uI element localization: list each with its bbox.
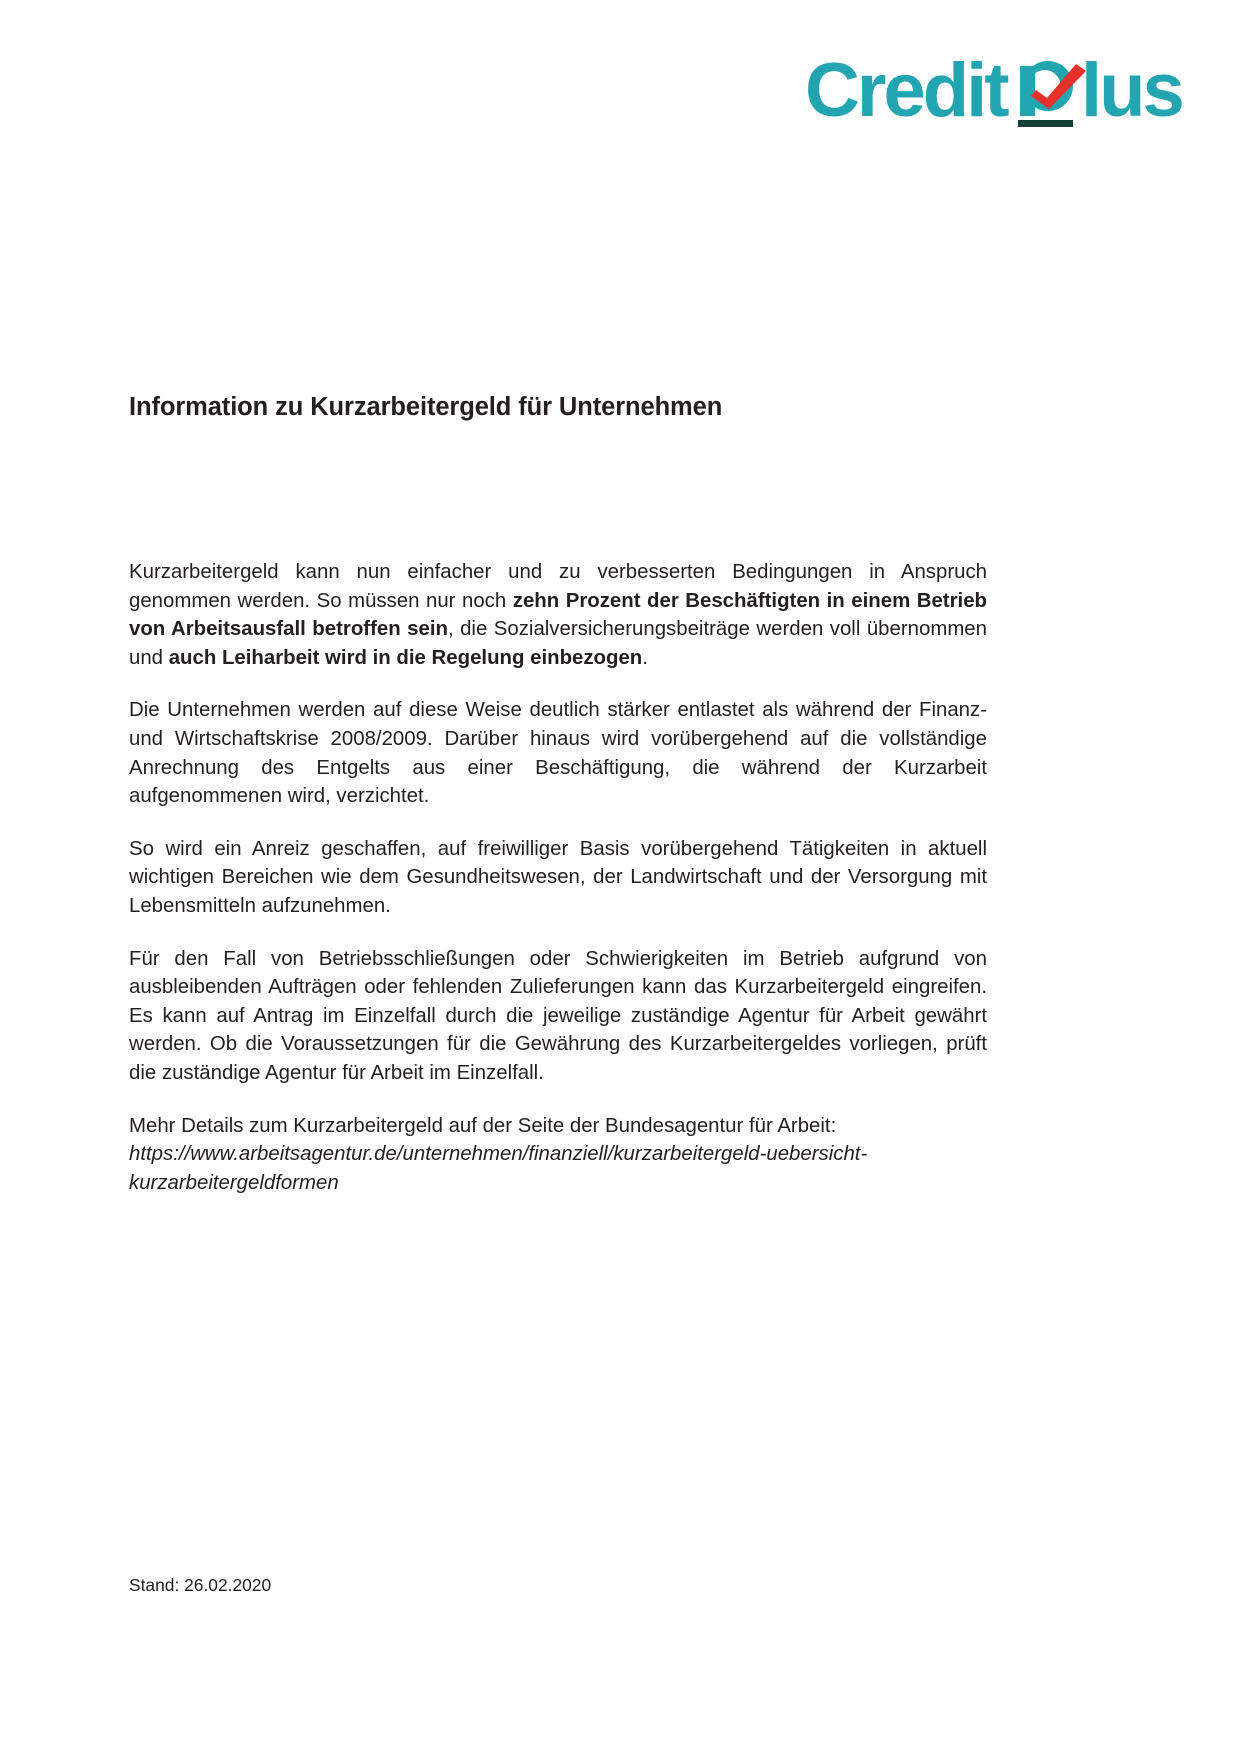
creditplus-logo-mark (805, 46, 1185, 138)
document-body (129, 558, 987, 1197)
paragraph-5-text: Mehr Details zum Kurzarbeitergeld auf der Seite der Bundesagentur für Arbeit: (129, 1114, 837, 1137)
text-run-0: So wird ein Anreiz geschaffen, auf freiwilliger Basis vorübergehend Tätigkeiten in aktuell wichtigen Bereichen wie dem Gesundheitswesen, der Landwirtschaft und der Versorgung mit Lebensmitteln aufzunehmen. (129, 837, 987, 917)
paragraph-3 (129, 835, 987, 921)
paragraph-4 (129, 945, 987, 1088)
paragraph-5 (129, 1112, 987, 1198)
text-run-4: . (642, 646, 648, 669)
bold-run-3: auch Leiharbeit wird in die Regelung einbezogen (168, 646, 643, 669)
creditplus-logo (805, 46, 1185, 156)
paragraph-1 (129, 558, 987, 672)
logo-word-credit: Credit (805, 48, 1007, 133)
paragraph-2 (129, 696, 987, 810)
logo-word-lus: lus (1081, 48, 1182, 133)
bold-run-1: zehn Prozent der Beschäftigten in einem Betrieb von Arbeitsausfall betroffen sein (129, 589, 987, 641)
text-run-0: Die Unternehmen werden auf diese Weise deutlich stärker entlastet als während der Finanz- und Wirtschaftskrise 2008/2009. Darüber hinaus wird vorübergehend auf die vollständige Anrechnung des Entgelts aus einer Beschäftigung, die während der Kurzarbeit aufgenommenen wird, verzichtet. (129, 699, 987, 808)
text-run-2: , die Sozialversicherungsbeiträge werden voll übernommen und (129, 618, 987, 669)
text-run-0: Kurzarbeitergeld kann nun einfacher und zu verbesserten Bedingungen in Anspruch genommen werden. So müssen nur noch (129, 561, 987, 612)
logo-underline (1018, 120, 1073, 127)
text-run-0: Für den Fall von Betriebsschließungen oder Schwierigkeiten im Betrieb aufgrund von ausbleibenden Aufträgen oder fehlenden Zulieferungen kann das Kurzarbeitergeld eingreifen. Es kann auf Antrag im Einzelfall durch die jeweilige zuständige Agentur für Arbeit gewährt werden. Ob die Voraussetzungen für die Gewährung des Kurzarbeitergeldes vorliegen, prüft die zuständige Agentur für Arbeit im Einzelfall. (129, 947, 987, 1084)
arbeitsagentur-url[interactable]: https://www.arbeitsagentur.de/unternehmen/finanziell/kurzarbeitergeld-uebersicht-kurzarbeitergeldformen (129, 1143, 868, 1194)
footer-date: Stand: 26.02.2020 (129, 1575, 272, 1595)
page-title: Information zu Kurzarbeitergeld für Unternehmen (129, 393, 723, 422)
